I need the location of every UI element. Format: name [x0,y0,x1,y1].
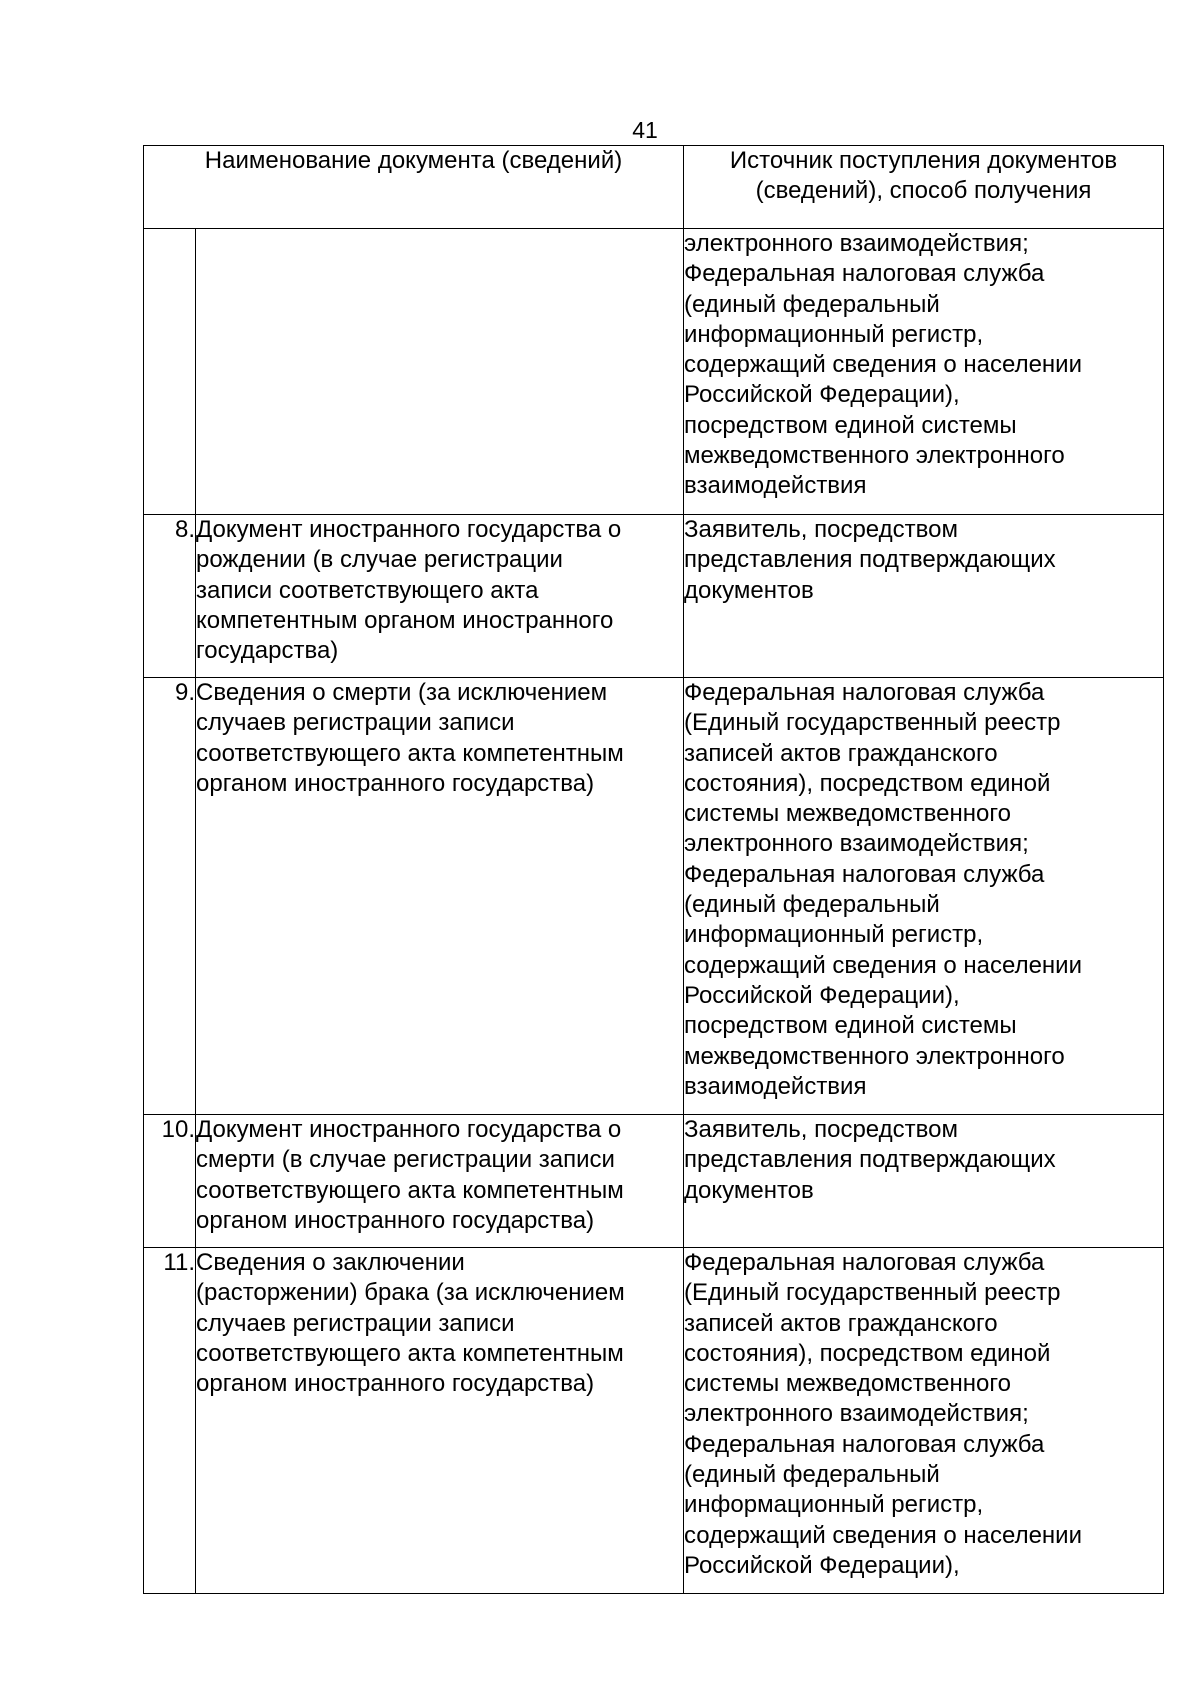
document-name-cell [196,229,684,515]
row-number: 10. [144,1115,196,1248]
table-row [144,1115,1164,1248]
source-cell: Заявитель, посредством представления подтверждающих документов [684,1115,1164,1248]
document-name-cell: Документ иностранного государства о смерти (в случае регистрации записи соответствующего акта компетентным органом иностранного государства) [196,1115,684,1248]
row-number [144,229,196,515]
table-row [144,229,1164,515]
table-row [144,515,1164,678]
documents-table [143,145,1164,1594]
source-cell: Федеральная налоговая служба (Единый государственный реестр записей актов гражданского состояния), посредством единой системы межведомственного электронного взаимодействия; Федеральная налоговая служба (единый федеральный информационный регистр, содержащий сведения о населении Российской Федерации), посредством единой системы межведомственного электронного взаимодействия [684,678,1164,1115]
row-number: 11. [144,1248,196,1594]
row-number: 8. [144,515,196,678]
table-row [144,1248,1164,1594]
source-cell: Федеральная налоговая служба (Единый государственный реестр записей актов гражданского состояния), посредством единой системы межведомственного электронного взаимодействия; Федеральная налоговая служба (единый федеральный информационный регистр, содержащий сведения о населении Российской Федерации), [684,1248,1164,1594]
document-name-cell: Сведения о заключении (расторжении) брака (за исключением случаев регистрации записи соответствующего акта компетентным органом иностранного государства) [196,1248,684,1594]
header-document-name: Наименование документа (сведений) [144,146,684,229]
source-cell: Заявитель, посредством представления подтверждающих документов [684,515,1164,678]
table-row [144,678,1164,1115]
header-source: Источник поступления документов (сведений), способ получения [684,146,1164,229]
source-cell: электронного взаимодействия; Федеральная налоговая служба (единый федеральный информационный регистр, содержащий сведения о населении Российской Федерации), посредством единой системы межведомственного электронного взаимодействия [684,229,1164,515]
document-name-cell: Сведения о смерти (за исключением случаев регистрации записи соответствующего акта компетентным органом иностранного государства) [196,678,684,1115]
document-name-cell: Документ иностранного государства о рождении (в случае регистрации записи соответствующего акта компетентным органом иностранного государства) [196,515,684,678]
table-header-row [144,146,1164,229]
row-number: 9. [144,678,196,1115]
page-number: 41 [632,117,658,143]
